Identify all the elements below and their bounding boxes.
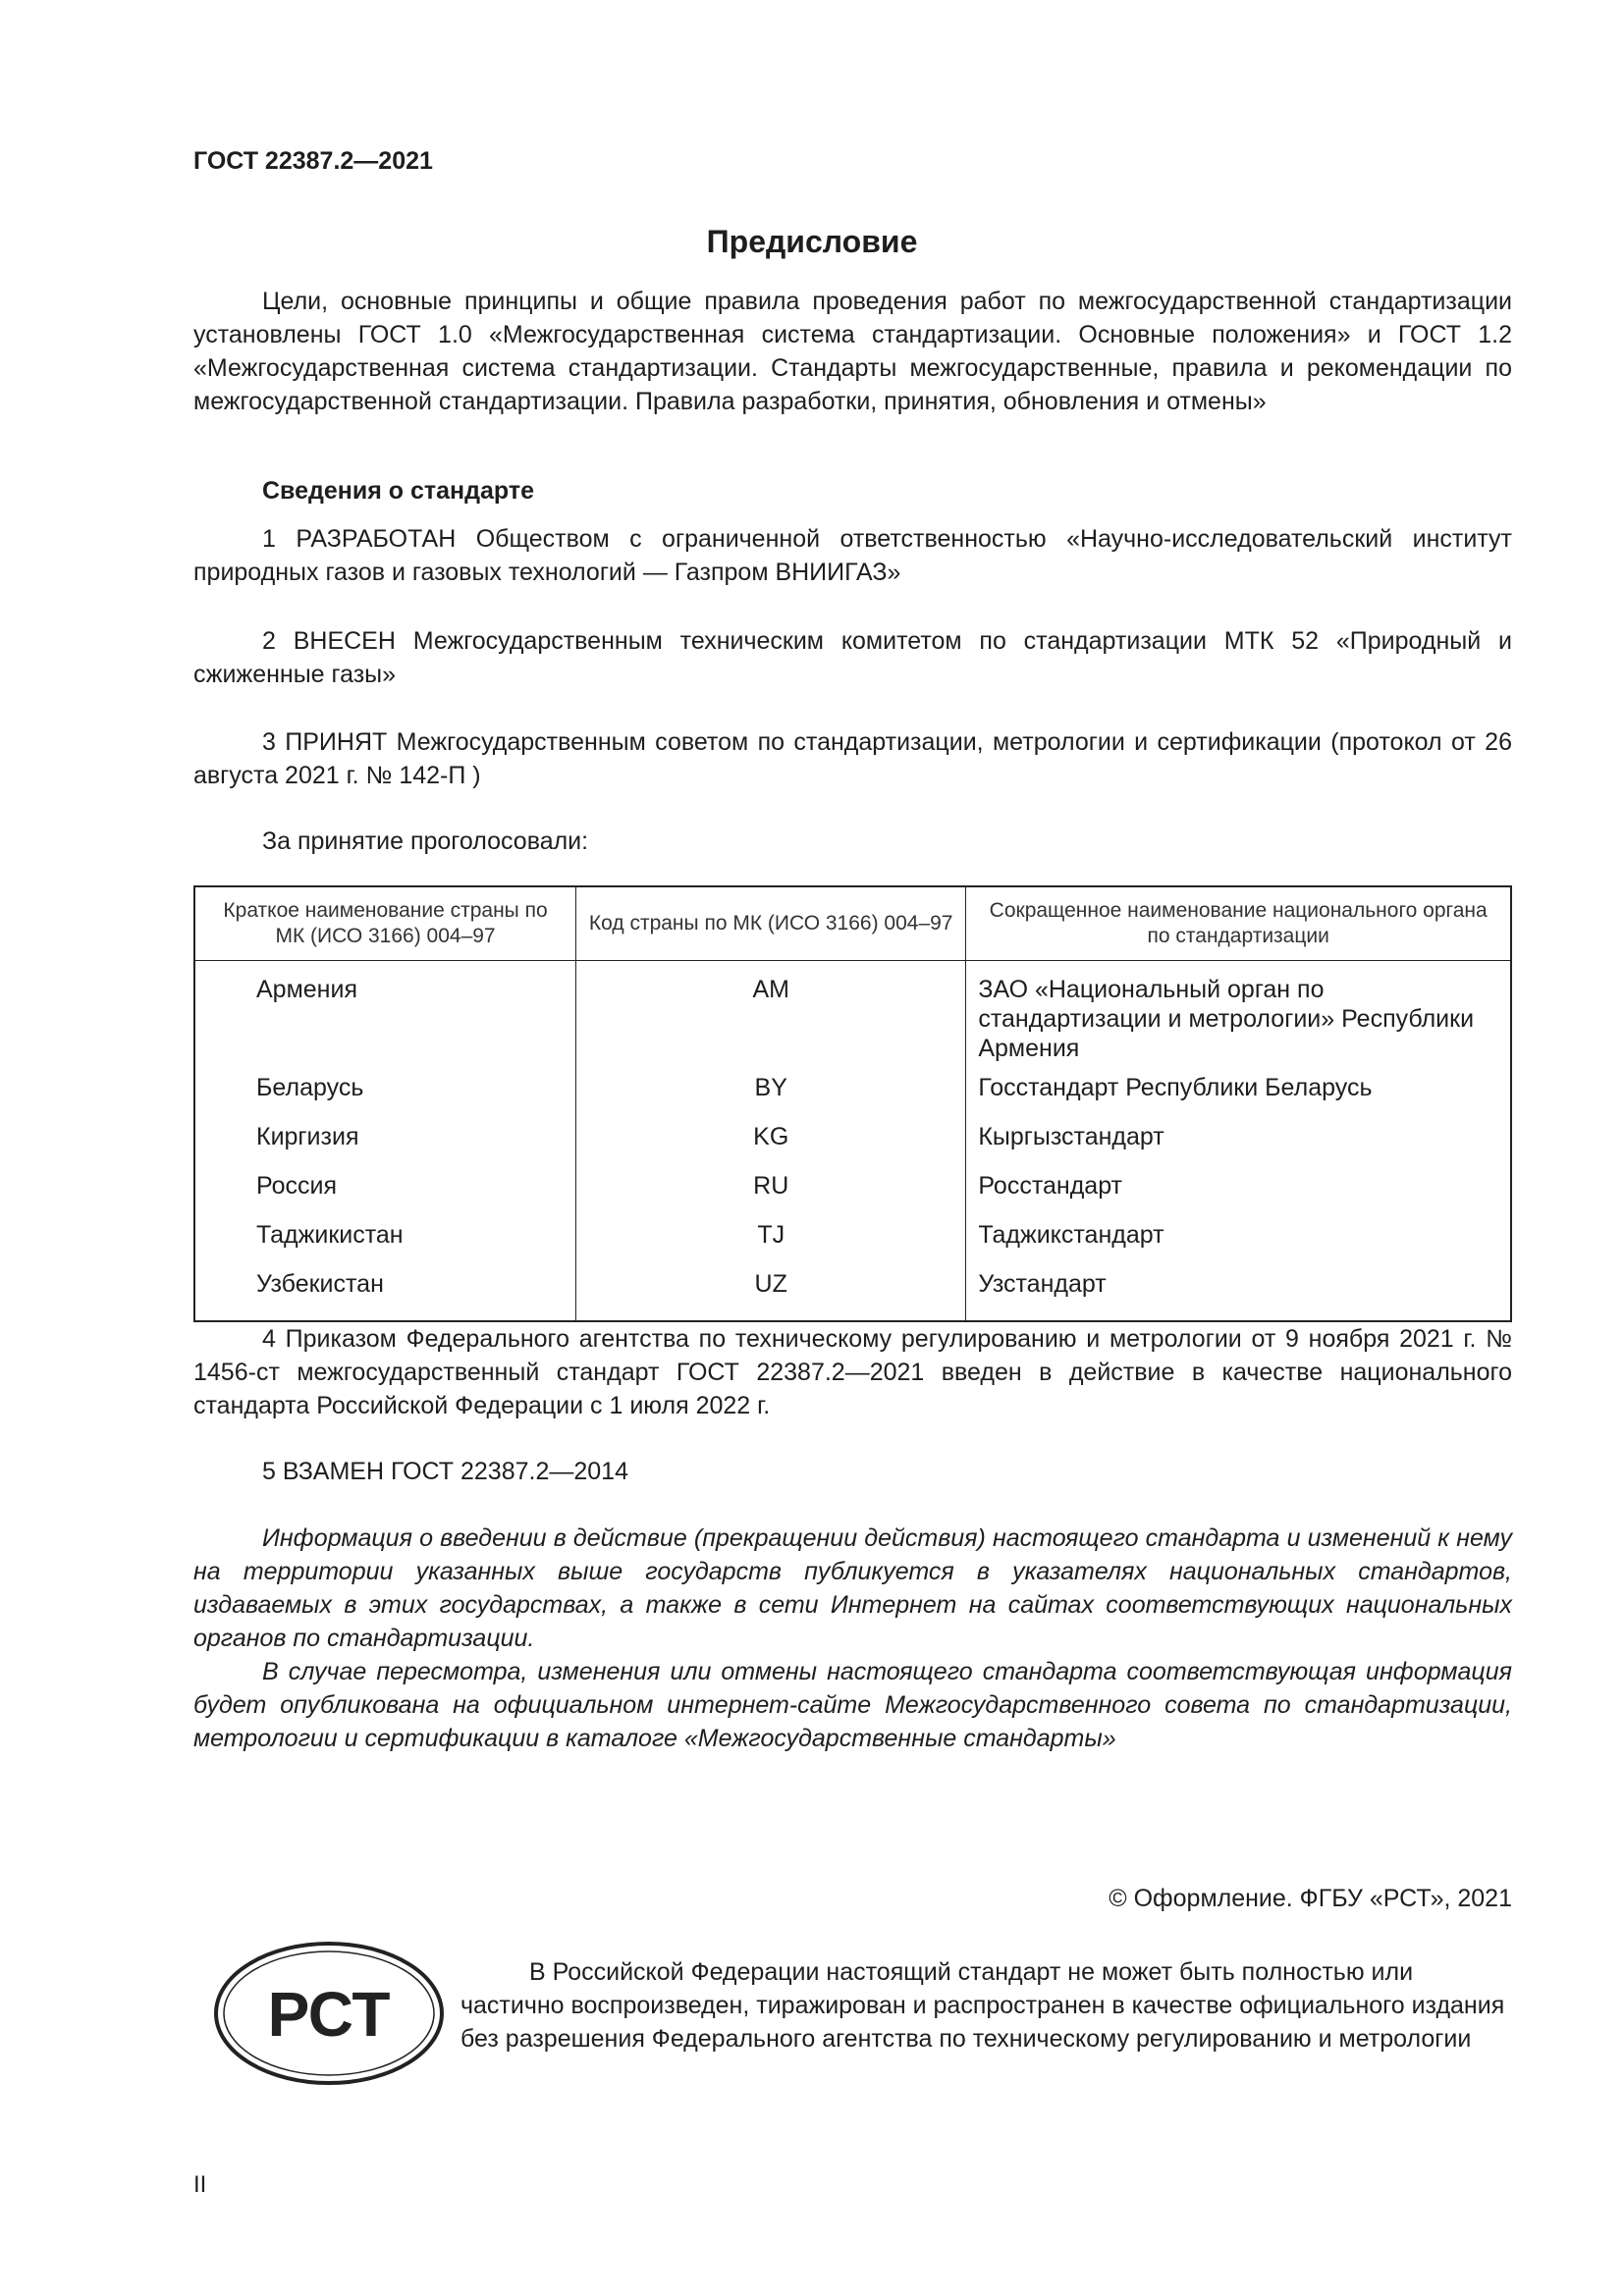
copyright-notice: © Оформление. ФГБУ «РСТ», 2021 — [1109, 1885, 1512, 1912]
voting-table — [193, 885, 1512, 1322]
intro-paragraph: Цели, основные принципы и общие правила проведения работ по межгосударственной стандартизации установлены ГОСТ 1.0 «Межгосударственная система стандартизации. Основные положения» и ГОСТ 1.2 «Межгосударственная система стандартизации. Стандарты межгосударственные, правила и рекомендации по межгосударственной стандартизации. Правила разработки, принятия, обновления и отмены» — [193, 288, 1512, 415]
body-cell: Кыргызстандарт — [966, 1112, 1511, 1161]
table-row — [194, 1161, 1511, 1210]
page-number: II — [193, 2171, 207, 2198]
item-introduced: 2 ВНЕСЕН Межгосударственным техническим комитетом по стандартизации МТК 52 «Природный и сжиженные газы» — [193, 627, 1512, 688]
country-cell: Армения — [194, 961, 576, 1064]
table-row — [194, 1210, 1511, 1259]
page-title: Предисловие — [706, 224, 918, 259]
header-country: Краткое наименование страны по МК (ИСО 3166) 004–97 — [194, 886, 576, 961]
country-cell: Узбекистан — [194, 1259, 576, 1321]
rst-logo-icon — [212, 1940, 446, 2087]
about-heading: Сведения о стандарте — [262, 477, 535, 505]
info-paragraph-revision: В случае пересмотра, изменения или отмены настоящего стандарта соответствующая информация будет опубликована на официальном интернет-сайте Межгосударственного совета по стандартизации, метрологии и сертификации в каталоге «Межгосударственные стандарты» — [193, 1658, 1512, 1752]
body-cell: ЗАО «Национальный орган по стандартизации и метрологии» Республики Армения — [966, 961, 1511, 1064]
info-paragraph-publication: Информация о введении в действие (прекращении действия) настоящего стандарта и изменений к нему на территории указанных выше государств публикуется в указателях национальных стандартов, издаваемых в этих государствах, а также в сети Интернет на сайтах соответствующих национальных органов по стандартизации. — [193, 1524, 1512, 1652]
header-body: Сокращенное наименование национального органа по стандартизации — [966, 886, 1511, 961]
reproduction-notice: В Российской Федерации настоящий стандарт не может быть полностью или частично воспроизведен, тиражирован и распространен в качестве официального издания без разрешения Федерального агентства по техническому регулированию и метрологии — [460, 1958, 1505, 2053]
code-cell: AM — [576, 961, 966, 1064]
country-cell: Киргизия — [194, 1112, 576, 1161]
table-row — [194, 1259, 1511, 1321]
country-cell: Таджикистан — [194, 1210, 576, 1259]
item-developed: 1 РАЗРАБОТАН Обществом с ограниченной ответственностью «Научно-исследовательский институт природных газов и газовых технологий — Газпром ВНИИГАЗ» — [193, 525, 1512, 586]
table-row — [194, 1063, 1511, 1112]
vote-label: За принятие проголосовали: — [262, 828, 589, 855]
code-cell: UZ — [576, 1259, 966, 1321]
code-cell: BY — [576, 1063, 966, 1112]
table-row — [194, 961, 1511, 1064]
table-header-row — [194, 886, 1511, 961]
country-cell: Россия — [194, 1161, 576, 1210]
body-cell: Таджикстандарт — [966, 1210, 1511, 1259]
code-cell: KG — [576, 1112, 966, 1161]
country-cell: Беларусь — [194, 1063, 576, 1112]
item-replaces: 5 ВЗАМЕН ГОСТ 22387.2—2014 — [262, 1458, 628, 1485]
header-code: Код страны по МК (ИСО 3166) 004–97 — [576, 886, 966, 961]
logo-text: РСТ — [267, 1979, 391, 2050]
code-cell: TJ — [576, 1210, 966, 1259]
item-adopted: 3 ПРИНЯТ Межгосударственным советом по стандартизации, метрологии и сертификации (протокол от 26 августа 2021 г. № 142-П ) — [193, 728, 1512, 789]
item-order: 4 Приказом Федерального агентства по техническому регулированию и метрологии от 9 ноября 2021 г. № 1456-ст межгосударственный стандарт ГОСТ 22387.2—2021 введен в действие в качестве национального стандарта Российской Федерации с 1 июля 2022 г. — [193, 1325, 1512, 1419]
body-cell: Узстандарт — [966, 1259, 1511, 1321]
body-cell: Госстандарт Республики Беларусь — [966, 1063, 1511, 1112]
document-id: ГОСТ 22387.2—2021 — [193, 147, 433, 175]
table-row — [194, 1112, 1511, 1161]
body-cell: Росстандарт — [966, 1161, 1511, 1210]
code-cell: RU — [576, 1161, 966, 1210]
